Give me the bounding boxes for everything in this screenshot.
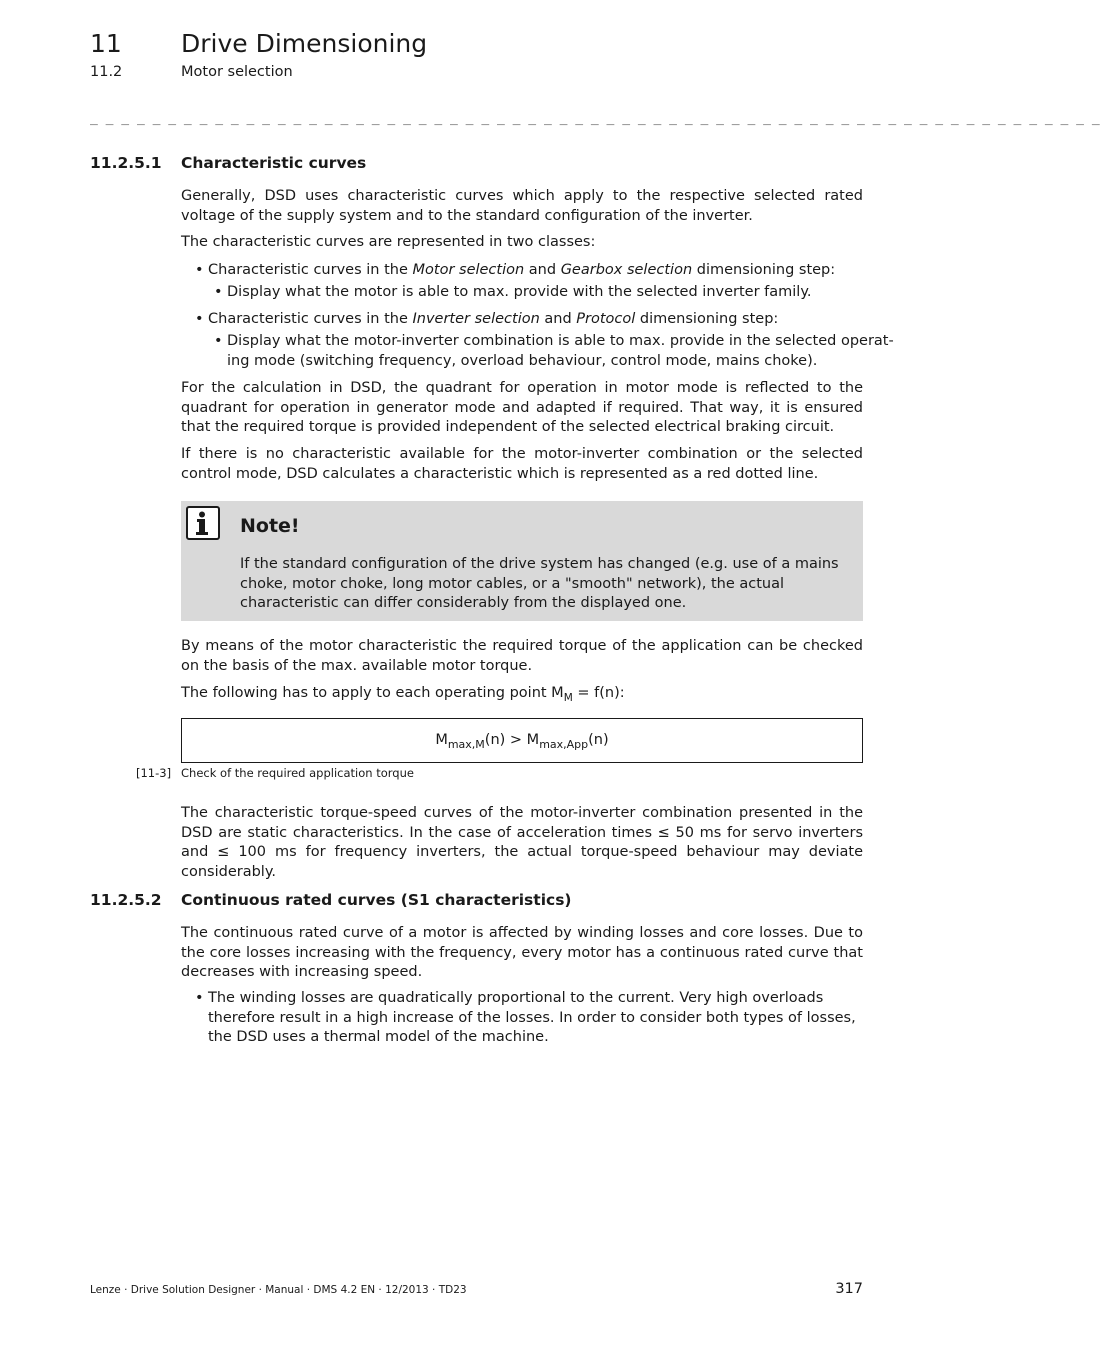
list-item: Display what the motor-inverter combination is able to max. provide in the selected operat- [227, 333, 894, 349]
paragraph: For the calculation in DSD, the quadrant for operation in motor mode is reflected to the quadrant for operation in generator mode and adapted if required. That way, it is ensured that the required torque is provided independent of the selected electrical braking circuit. [181, 380, 863, 435]
bullet-marker: • [214, 284, 223, 300]
paragraph: Generally, DSD uses characteristic curves which apply to the respective selected rated voltage of the supply system and to the standard configuration of the inverter. [181, 188, 863, 224]
text: = f(n): [572, 685, 625, 701]
list-item [208, 310, 778, 330]
formula-text: (n) [588, 732, 609, 748]
figure-number: [11-3] [136, 766, 172, 780]
list-item [208, 261, 835, 281]
footer-text: Lenze · Drive Solution Designer · Manual · DMS 4.2 EN · 12/2013 · TD23 [90, 1284, 467, 1296]
emphasis: Motor selection [412, 262, 525, 278]
header-rule: _ _ _ _ _ _ _ _ _ _ _ _ _ _ _ _ _ _ _ _ _ _ _ _ _ _ _ _ _ _ _ _ _ _ _ _ _ _ _ _ _ _ _ _ _ _ _ _ _ _ _ _ _ _ _ _ _ _ _ _ _ _ _ _ _ [90, 111, 1100, 126]
paragraph: The characteristic torque-speed curves of the motor-inverter combination presented in the DSD are static characteristics. In the case of acceleration times ≤ 50 ms for servo inverters and ≤ 100 ms for frequency inverters, the actual torque-speed behaviour may deviate considerably. [181, 805, 863, 880]
subscript: M [563, 691, 573, 704]
chapter-title: Drive Dimensioning [181, 29, 428, 58]
subscript: max,App [539, 737, 589, 751]
bullet-marker: • [214, 333, 223, 349]
subsection-number: 11.2.5.1 [90, 154, 162, 172]
section-number: 11.2 [90, 64, 123, 80]
text: The following has to apply to each operating point M [181, 685, 564, 701]
paragraph [181, 684, 863, 708]
subsection-number: 11.2.5.2 [90, 891, 162, 909]
subscript: max,M [447, 737, 485, 751]
text: dimensioning step: [635, 311, 779, 327]
bullet-marker: • [195, 262, 204, 278]
paragraph: The continuous rated curve of a motor is affected by winding losses and core losses. Due to the core losses increasing with the frequency, every motor has a continuous rated curve that decreases with increasing speed. [181, 925, 863, 980]
text: Characteristic curves in the [208, 262, 413, 278]
bullet-marker: • [195, 990, 204, 1006]
info-icon [186, 506, 220, 540]
emphasis: Gearbox selection [560, 262, 693, 278]
note-text: If the standard configuration of the drive system has changed (e.g. use of a mains choke, motor choke, long motor cables, or a "smooth" network), the actual characteristic can differ considerably from the displayed one. [240, 556, 839, 611]
page-number: 317 [835, 1281, 863, 1297]
bullet-marker: • [195, 311, 204, 327]
list-item-continuation: ing mode (switching frequency, overload behaviour, control mode, mains choke). [227, 353, 818, 369]
subsection-title: Continuous rated curves (S1 characteristics) [181, 891, 572, 909]
formula [181, 718, 863, 763]
emphasis: Protocol [576, 311, 636, 327]
text: and [539, 311, 577, 327]
paragraph: By means of the motor characteristic the required torque of the application can be checked on the basis of the max. available motor torque. [181, 638, 863, 674]
symbol: M [526, 732, 540, 748]
subsection-title: Characteristic curves [181, 154, 367, 172]
list-item: Display what the motor is able to max. provide with the selected inverter family. [227, 284, 812, 300]
section-title: Motor selection [181, 64, 293, 80]
figure-caption: Check of the required application torque [181, 766, 414, 780]
list-item: The winding losses are quadratically proportional to the current. Very high overloads therefore result in a high increase of the losses. In order to consider both types of losses, the DSD uses a thermal model of the machine. [208, 990, 856, 1045]
text: dimensioning step: [692, 262, 836, 278]
note-title: Note! [240, 515, 300, 537]
symbol: M [435, 732, 448, 748]
chapter-number: 11 [90, 29, 122, 58]
text: and [524, 262, 561, 278]
emphasis: Inverter selection [412, 311, 540, 327]
text: Characteristic curves in the [208, 311, 413, 327]
paragraph: The characteristic curves are represented in two classes: [181, 234, 596, 250]
paragraph: If there is no characteristic available for the motor-inverter combination or the selected control mode, DSD calculates a characteristic which is represented as a red dotted line. [181, 446, 863, 482]
formula-text: (n) > [484, 732, 527, 748]
